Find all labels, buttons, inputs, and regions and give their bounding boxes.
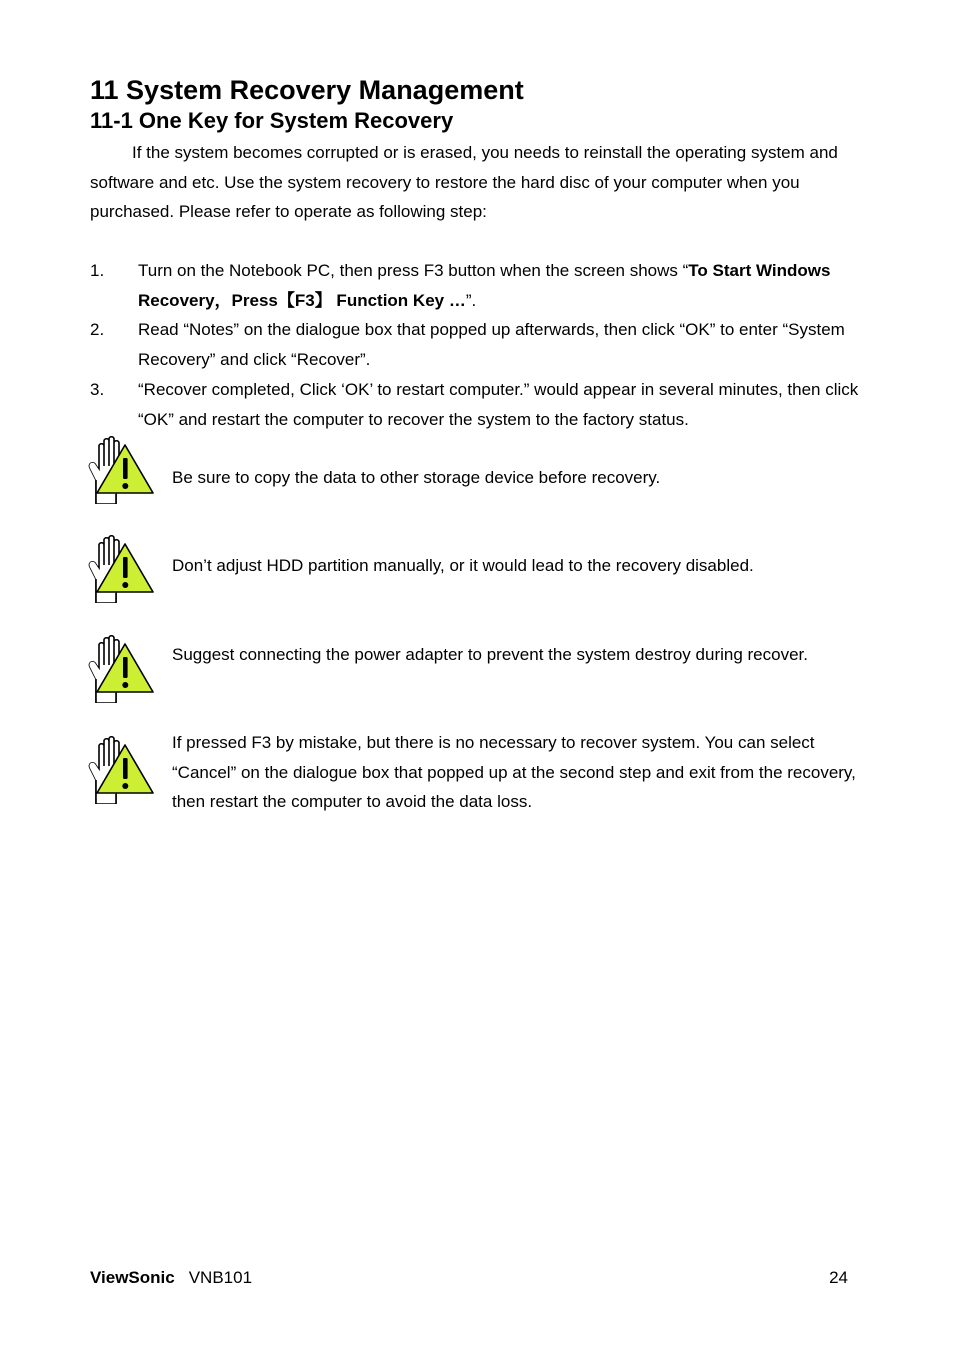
page-title: 11 System Recovery Management [90, 75, 524, 105]
step-text: “Recover completed, Click ‘OK’ to restart computer.” would appear in several minutes, then click “OK” and restart the computer to recover the system to the factory status. [138, 379, 859, 429]
list-item [90, 256, 860, 315]
note-text: If pressed F3 by mistake, but there is no necessary to recover system. You can select “Cancel” on the dialogue box that popped up at the second step and exit from the recovery, then restart the computer to avoid the data loss. [172, 733, 856, 812]
list-item [90, 315, 860, 374]
step-text: Read “Notes” on the dialogue box that popped up afterwards, then click “OK” to enter “System Recovery” and click “Recover”. [138, 320, 845, 370]
intro-paragraph: If the system becomes corrupted or is erased, you needs to reinstall the operating system and software and etc. Use the system recovery to restore the hard disc of your computer when you purchased. Please refer to operate as following step: [90, 143, 838, 222]
caution-hand-icon [86, 736, 156, 804]
footer-brand: ViewSonic [90, 1268, 175, 1287]
note-text: Suggest connecting the power adapter to prevent the system destroy during recover. [172, 645, 808, 664]
steps-list [90, 256, 860, 434]
list-item [90, 375, 860, 434]
section-title: 11-1 One Key for System Recovery [90, 108, 454, 133]
note-text: Don’t adjust HDD partition manually, or it would lead to the recovery disabled. [172, 556, 754, 575]
caution-hand-icon [86, 436, 156, 504]
step-text: Turn on the Notebook PC, then press F3 button when the screen shows “ [138, 261, 689, 280]
footer-model: VNB101 [188, 1268, 253, 1287]
page-footer [90, 1266, 848, 1290]
step-number: 3. [90, 379, 105, 399]
step-number: 1. [90, 261, 105, 280]
note-text: Be sure to copy the data to other storage device before recovery. [172, 468, 661, 487]
page-number: 24 [829, 1268, 848, 1287]
step-number: 2. [90, 320, 105, 340]
step-text-end: ”. [465, 290, 477, 310]
caution-hand-icon [86, 635, 156, 703]
step-bold-text: To Start Windows Recovery，Press【F3】 Function Key … [138, 261, 831, 310]
caution-hand-icon [86, 535, 156, 603]
